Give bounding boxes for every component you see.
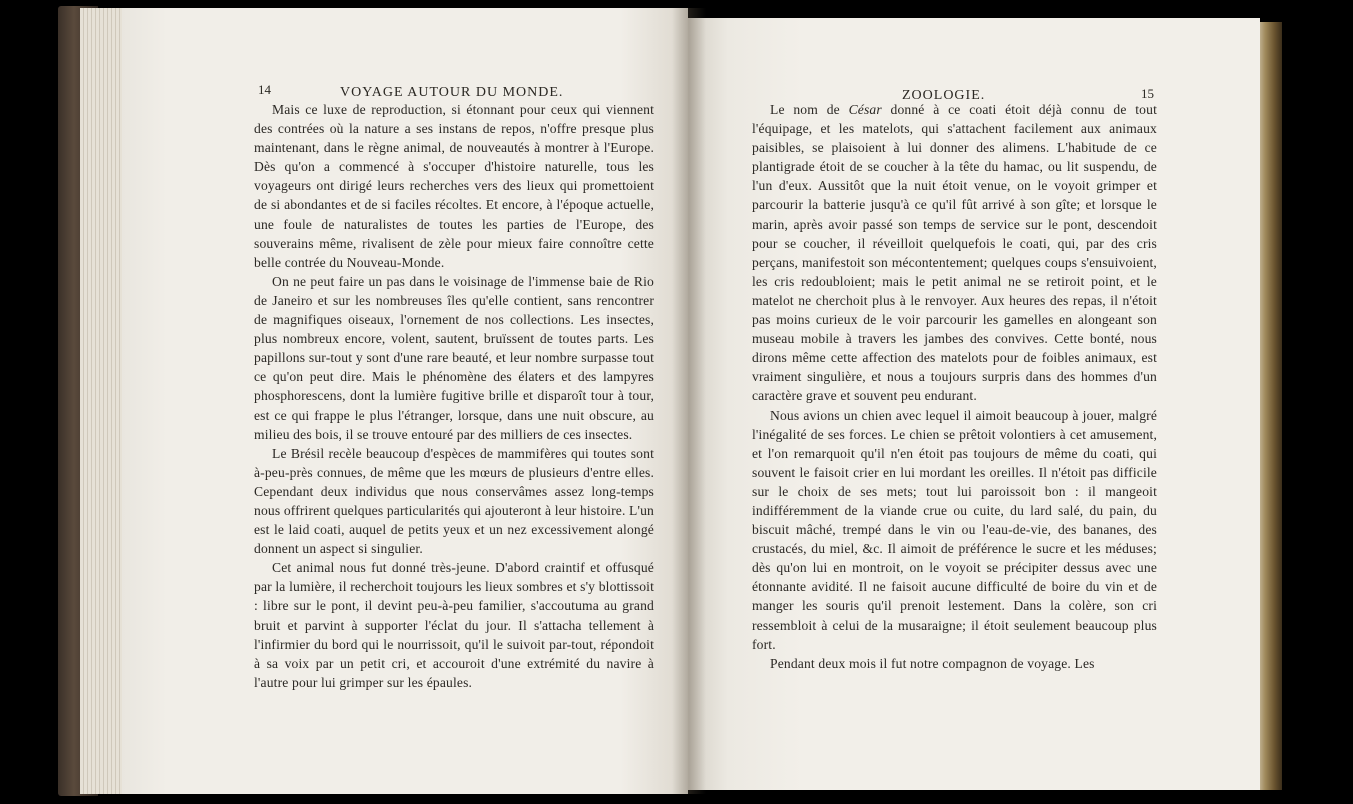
paragraph: Nous avions un chien avec lequel il aimoit beaucoup à jouer, malgré l'inégalité de ses forces. Le chien se prêtoit volontiers à cet amusement, et l'on remarquoit qu'il n'en étoit pas toujours de même du coati, qui souvent le faisoit crier en lui mordant les oreilles. Il n'étoit pas difficile sur le choix de ses mets; tout lui paroissoit bon : il mangeoit indifféremment de la viande crue ou cuite, du lard salé, du pain, du biscuit mâché, trempé dans le vin ou l'eau-de-vie, des bananes, des crustacés, du miel, &c. Il aimoit de préférence le sucre et les méduses; dès qu'on lui en montroit, on le voyoit se précipiter dessus avec une étonnante avidité. Il ne faisoit aucune difficulté de boire du vin et de manger les souris qu'il prenoit lestement. Dans la colère, son cri ressembloit à celui de la musaraigne; il étoit seulement beaucoup plus fort. (752, 407, 1157, 652)
paragraph: Le Brésil recèle beaucoup d'espèces de mammifères qui toutes sont à-peu-près connues, de même que les mœurs de plusieurs d'entre elles. Cependant deux individus que nous conservâmes assez long-temps nous offrirent quelques particularités qui ajouteront à leur histoire. L'un est le laid coati, auquel de petits yeux et un nez excessivement alongé donnent un aspect si singulier. (254, 445, 655, 557)
left-page (122, 8, 688, 794)
body-text (254, 100, 654, 692)
right-page (688, 18, 1260, 790)
running-head: VOYAGE AUTOUR DU MONDE. (340, 85, 564, 100)
paragraph: Mais ce luxe de reproduction, si étonnant pour ceux qui viennent des contrées où la nature a ses instans de repos, n'offre presque plus maintenant, dans le règne animal, de nouveautés à montrer à l'Europe. Dès qu'on a commencé à s'occuper d'histoire naturelle, tous les voyageurs ont dirigé leurs recherches vers des lieux qui promettoient de si abondantes et de si faciles récoltes. Et encore, à l'époque actuelle, une foule de naturalistes de toutes les parties de l'Europe, des souverains même, rivalisent de zèle pour mieux faire connoître cette belle contrée du Nouveau-Monde. (254, 102, 654, 270)
paragraph (752, 100, 1157, 406)
page-number: 14 (258, 82, 271, 97)
body-text (752, 100, 1157, 673)
text-run: donné à ce coati étoit déjà connu de tout l'équipage, et les matelots, qui s'attachent facilement aux animaux paisibles, se plaisoient à lui donner des alimens. L'habitude de ce plantigrade étoit de se coucher à la tête du hamac, ou lit suspendu, de l'un d'eux. Aussitôt que la nuit étoit venue, on le voyoit grimper et parcourir la batterie jusqu'à ce qu'il fût arrivé à son gîte; et lorsque le marin, après avoir passé son temps de service sur le pont, descendoit pour se coucher, il réveilloit quelquefois le coati, qui, par des cris perçans, manifestoit son mécontentement; quelques coups s'ensuivoient, les cris redoubloient; mais le petit animal ne se retiroit point, et le matelot ne cherchoit plus à le renvoyer. Aux heures des repas, il n'étoit pas moins curieux de le voir parcourir les gamelles en alongeant son museau mobile à travers les jambes des convives. Cette bonté, nous dirons même cette affection des matelots pour de foibles animaux, est vraiment singulière, et nous a toujours surpris dans des hommes d'un caractère grave et souvent peu endurant. (752, 102, 1157, 404)
paragraph: Cet animal nous fut donné très-jeune. D'abord craintif et offusqué par la lumière, il recherchoit toujours les lieux sombres et s'y blottissoit : libre sur le pont, il devint peu-à-peu familier, s'accoutuma au grand bruit et parvint à supporter l'éclat du jour. Il s'attacha tellement à l'infirmier du bord qui le nourrissoit, qu'il le suivoit par-tout, répondoit à sa voix par un petit cri, et accouroit d'une extrémité du navire à l'autre pour lui grimper sur les épaules. (254, 560, 654, 690)
italic-name: César (848, 102, 882, 117)
page-number: 15 (1141, 86, 1154, 101)
running-head: ZOOLOGIE. (902, 88, 986, 103)
text-run: Le nom de (770, 102, 849, 117)
paragraph: Pendant deux mois il fut notre compagnon de voyage. Les (770, 655, 1095, 671)
book-gutter (672, 8, 706, 794)
paragraph: On ne peut faire un pas dans le voisinage de l'immense baie de Rio de Janeiro et sur les nombreuses îles qu'elle contient, sans rencontrer de magnifiques oiseaux, l'ornement de nos collections. Les insectes, plus nombreux encore, volent, sautent, bruïssent de toutes parts. Les papillons sur-tout y sont d'une rare beauté, et leur nombre surpasse tout ce qu'on peut dire. Mais le phénomène des élaters et des lampyres phosphorescens, dont la lumière fugitive brille et disparoît tour à tour, est ce qui frappe le plus l'étranger, lorsque, dans une nuit obscure, au milieu des bois, il se trouve entouré par des milliers de ces insectes. (254, 273, 654, 442)
